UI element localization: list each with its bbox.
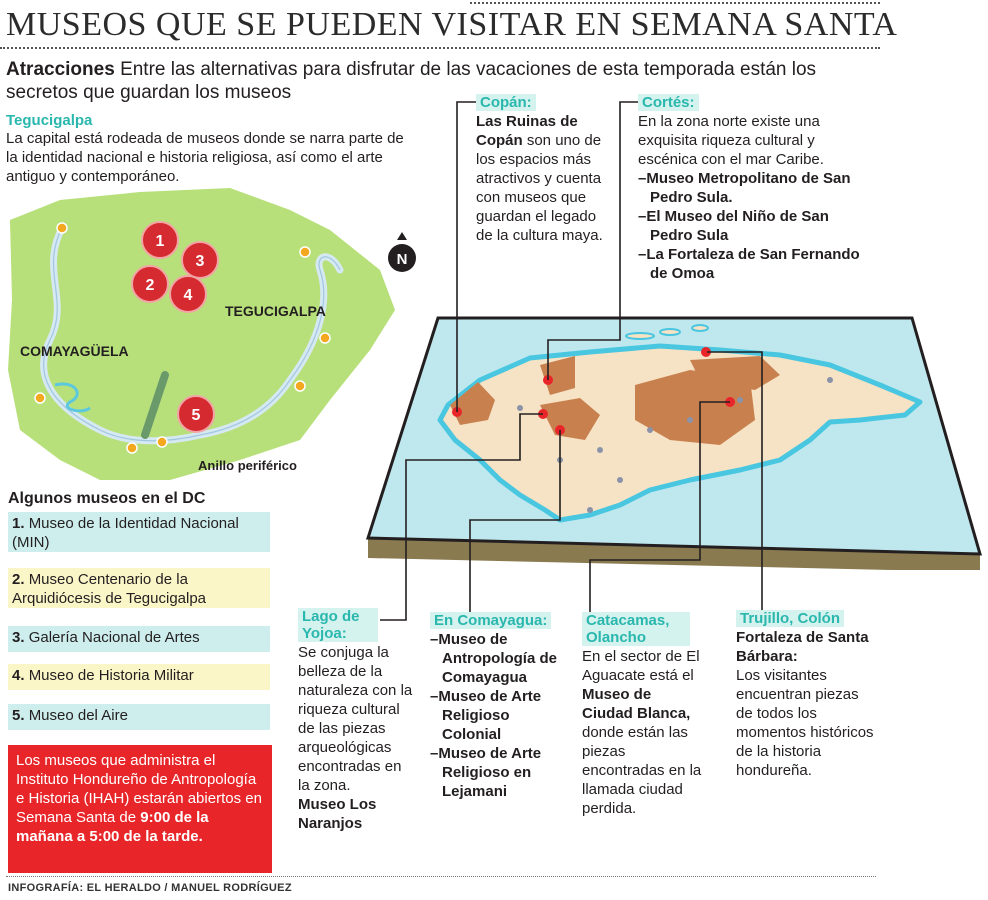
- trujillo-heading: Trujillo, Colón: [736, 610, 844, 627]
- label-anillo: Anillo periférico: [198, 458, 297, 473]
- copan-callout: [476, 94, 608, 245]
- copan-text: son uno de los espacios más atractivos y cuenta con museos que guardan el legado de la cultura maya.: [476, 132, 603, 244]
- credit: INFOGRAFÍA: EL HERALDO / MANUEL RODRÍGUEZ: [8, 882, 292, 894]
- label-tegucigalpa: TEGUCIGALPA: [225, 303, 326, 319]
- museum-item-4-num: 4.: [12, 667, 25, 684]
- copan-bold: Las Ruinas de Copán: [476, 113, 578, 149]
- yojoa-heading: Lago de Yojoa:: [298, 608, 378, 642]
- museum-item-5-num: 5.: [12, 707, 25, 724]
- museum-item-3-num: 3.: [12, 629, 25, 646]
- museum-item-1-name: Museo de la Identidad Nacional (MIN): [12, 515, 239, 551]
- tegucigalpa-heading: Tegucigalpa: [6, 112, 93, 129]
- cortes-heading: Cortés:: [638, 94, 699, 111]
- leader-yojoa: [380, 414, 543, 620]
- trujillo-callout: [736, 610, 876, 780]
- cortes-item-1: – Museo Metropolitano de San Pedro Sula.: [638, 169, 868, 207]
- marker-3-label: 3: [195, 253, 205, 270]
- notice-hours: 9:00 de la mañana a 5:00 de la tarde.: [16, 809, 209, 845]
- comayagua-heading: En Comayagua:: [430, 612, 551, 629]
- trujillo-bold: Fortaleza de Santa Bárbara:: [736, 629, 869, 665]
- marker-2-label: 2: [145, 277, 155, 294]
- label-comayaguela: COMAYAGÜELA: [20, 343, 129, 359]
- marker-1-label: 1: [155, 233, 165, 250]
- leader-catacamas: [590, 402, 730, 614]
- intro-lead: Atracciones: [6, 59, 115, 80]
- catacamas-text-2: donde están las piezas encontradas en la llamada ciudad perdida.: [582, 724, 702, 817]
- leader-copan: [457, 102, 476, 412]
- trujillo-text: Los visitantes encuentran piezas de todos los momentos históricos de la historia hondureña.: [736, 667, 874, 779]
- yojoa-bold: Museo Los Naranjos: [298, 796, 377, 832]
- comayagua-item-1: – Museo de Antropología de Comayagua: [430, 630, 570, 687]
- museum-item-4-name: Museo de Historia Militar: [28, 667, 194, 684]
- catacamas-callout: [582, 612, 702, 818]
- north-label: N: [396, 251, 408, 268]
- cortes-callout: [638, 94, 868, 283]
- cortes-item-3: – La Fortaleza de San Fernando de Omoa: [638, 245, 868, 283]
- notice-text: Los museos que administra el Instituto Hondureño de Antropología e Historia (IHAH) estarán abiertos en Semana Santa de: [16, 752, 262, 826]
- cortes-list: [638, 169, 868, 283]
- museum-item-5-name: Museo del Aire: [28, 707, 128, 724]
- leader-comayagua: [470, 430, 560, 614]
- copan-heading: Copán:: [476, 94, 536, 111]
- comayagua-callout: [430, 612, 570, 801]
- comayagua-item-3: – Museo de Arte Religioso en Lejamani: [430, 744, 570, 801]
- footer-rule: [6, 876, 876, 877]
- museums-dc-heading: Algunos museos en el DC: [8, 490, 206, 507]
- leader-trujillo: [707, 352, 762, 612]
- museum-item-2-name: Museo Centenario de la Arquidiócesis de Tegucigalpa: [12, 571, 207, 607]
- catacamas-heading: Catacamas, Olancho: [582, 612, 690, 646]
- museum-item-3-name: Galería Nacional de Artes: [28, 629, 200, 646]
- catacamas-text-1: En el sector de El Aguacate está el: [582, 648, 700, 684]
- comayagua-list: [430, 630, 570, 801]
- tegucigalpa-text: La capital está rodeada de museos donde se narra parte de la identidad nacional e historia religiosa, así como el arte antiguo y contemporáneo.: [6, 130, 404, 185]
- yojoa-text: Se conjuga la belleza de la naturaleza con la riqueza cultural de las piezas arqueológicas encontradas en la zona.: [298, 644, 413, 794]
- marker-4-label: 4: [183, 287, 193, 304]
- museum-item-1-num: 1.: [12, 515, 25, 532]
- page-title: MUSEOS QUE SE PUEDEN VISITAR EN SEMANA SANTA: [6, 6, 898, 43]
- marker-5-label: 5: [191, 407, 201, 424]
- intro-text: Entre las alternativas para disfrutar de las vacaciones de esta temporada están los secretos que guardan los museos: [6, 59, 817, 103]
- cortes-item-2: – El Museo del Niño de San Pedro Sula: [638, 207, 868, 245]
- comayagua-item-2: – Museo de Arte Religioso Colonial: [430, 687, 570, 744]
- cortes-text: En la zona norte existe una exquisita riqueza cultural y escénica con el mar Caribe.: [638, 113, 824, 168]
- catacamas-bold: Museo de Ciudad Blanca,: [582, 686, 691, 722]
- museum-item-2-num: 2.: [12, 571, 25, 588]
- yojoa-callout: [298, 608, 416, 833]
